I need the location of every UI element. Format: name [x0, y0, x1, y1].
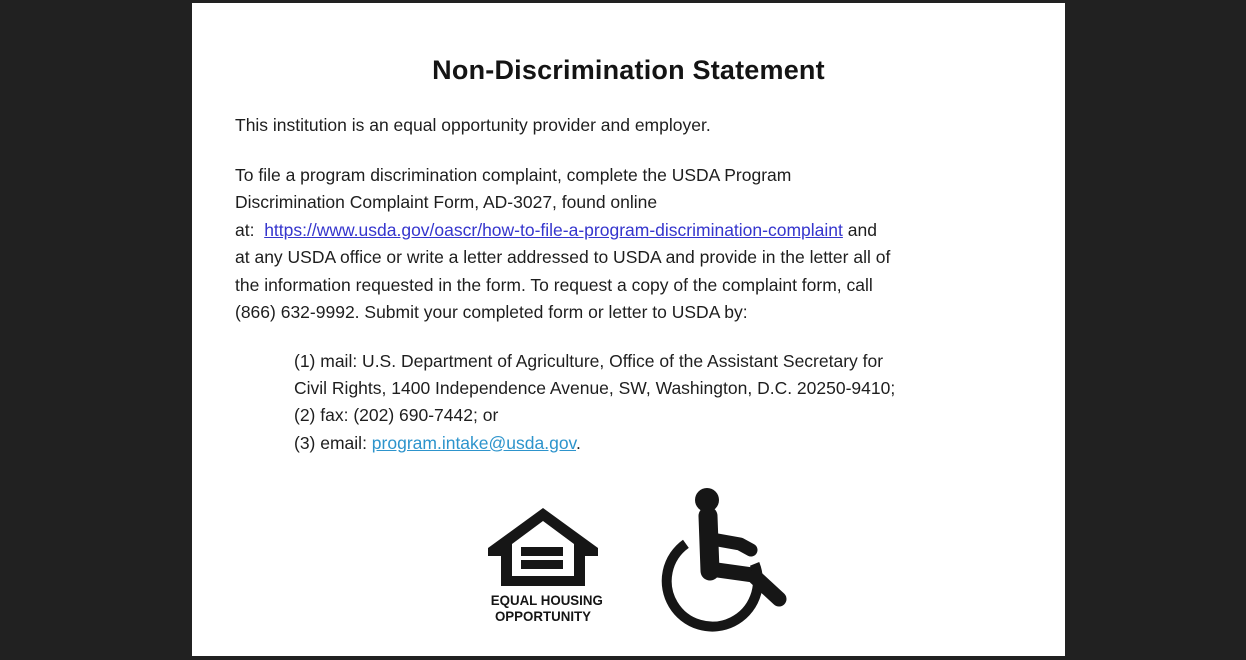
email-prefix: (3) email: [294, 432, 372, 453]
page-title: Non-Discrimination Statement [432, 55, 825, 85]
equal-housing-opportunity-logo [488, 508, 603, 624]
email-suffix: . [576, 432, 581, 453]
intro-text: This institution is an equal opportunity provider and employer. [235, 115, 711, 135]
link-prefix: at: [235, 219, 265, 240]
equal-housing-logo-text: EQUAL HOUSING OPPORTUNITY [490, 592, 603, 624]
paragraph-line: Discrimination Complaint Form, AD-3027, found online [235, 192, 658, 213]
document-page [192, 3, 1065, 656]
submission-options-list [294, 348, 895, 457]
paragraph-line-with-link [235, 217, 890, 244]
complaint-paragraph [235, 162, 890, 326]
list-item-fax: (2) fax: (202) 690-7442; or [294, 405, 499, 426]
paragraph-line: the information requested in the form. To request a copy of the complaint form, call [235, 274, 873, 295]
list-item-mail: (1) mail: U.S. Department of Agriculture, Office of the Assistant Secretary for [294, 351, 884, 371]
list-item-mail-continued: Civil Rights, 1400 Independence Avenue, SW, Washington, D.C. 20250-9410; [294, 378, 896, 399]
equal-housing-house-icon [488, 508, 598, 586]
wheelchair-accessibility-icon [660, 485, 790, 635]
program-intake-email-link[interactable]: program.intake@usda.gov [371, 432, 577, 453]
paragraph-line: (866) 632-9992. Submit your completed form or letter to USDA by: [235, 302, 748, 323]
usda-complaint-url-link[interactable]: https://www.usda.gov/oascr/how-to-file-a-program-discrimination-complaint [264, 219, 843, 240]
paragraph-line: To file a program discrimination complaint, complete the USDA Program [235, 165, 792, 185]
paragraph-line: at any USDA office or write a letter addressed to USDA and provide in the letter all of [235, 247, 891, 268]
list-item-email [294, 430, 895, 457]
link-suffix: and [842, 219, 877, 240]
intro-paragraph [235, 115, 711, 136]
